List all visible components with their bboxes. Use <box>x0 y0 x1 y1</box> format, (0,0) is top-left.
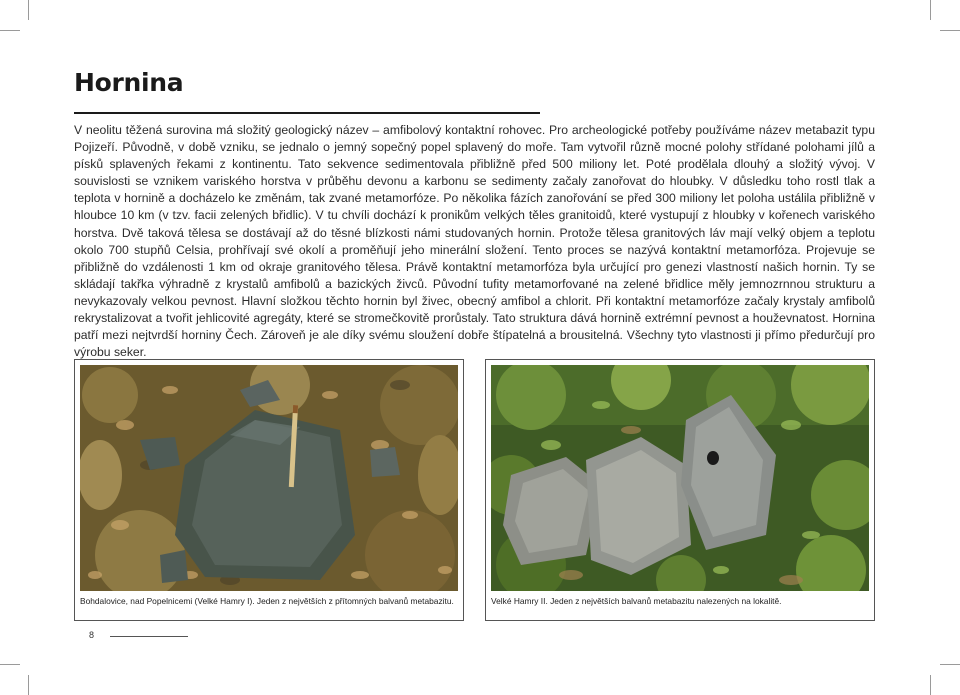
body-text <box>74 122 875 361</box>
body-paragraph: V neolitu těžená surovina má složitý geologický název – amfibolový kontaktní rohovec. Pro archeologické potřeby používáme název metabazit typu Pojizeří. Původně, v době vzniku, se jednalo o jemný sopečný popel splavený do moře. Tam vytvořil různě mocné polohy střídané polohami jílů a písků splavených řekami z kontinentu. Tato sekvence sedimentovala přibližně před 500 miliony let. Poté prodělala dlouhý a složitý vývoj. V souvislosti se vznikem variského horstva v průběhu devonu a karbonu se sedimenty začaly zanořovat do hloubky. V důsledku toho rostl tlak a teplota v hornině a docházelo ke změnám, tak zvané metamorfóze. Po několika fázích zanořování se před 300 miliony let poloha ustálila přibližně v hloubce 10 km (v tzv. facii zelených břidlic). V tu chvíli dochází k pronikům velkých těles granitoidů, které vystupují z hloubky v kořenech variského horstva. Dvě taková tělesa se dostávají až do těsné blízkosti námi studovaných hornin. Protože tělesa granitových láv mají velký objem a teplotu okolo 700 stupňů Celsia, prohřívají své okolí a proměňují jeho minerální složení. Tento proces se nazývá kontaktní metamorfóza. Projevuje se přibližně do vzdálenosti 1 km od okraje granitového tělesa. Právě kontaktní metamorfóza byla určující pro genezi vlastností našich hornin. Ty se skládají takřka výhradně z krystalů amfibolů a bazických živců. Původní tufity metamorfované na zelené břidlice měly jemnozrnnou strukturu a nevykazovaly velkou pevnost. Hlavní složkou těchto hornin byl živec, obecný amfibol a chlorit. Při kontaktní metamorfóze začaly krystaly amfibolů rekrystalizovat a tvořit jehlicovité agregáty, které se stromečkovitě prorůstaly. Tato struktura dává hornině extrémní pevnost a houževnatost. Hornina patří mezi nejtvrdší horniny Čech. Zároveň je ale díky svému sloužení dobře štípatelná a brousitelná. Všechny tyto vlastnosti ji přímo předurčují pro výrobu seker. <box>74 123 875 360</box>
crop-mark-top-right-h <box>940 30 960 31</box>
crop-mark-top-left <box>28 0 29 20</box>
figure-1-caption: Bohdalovice, nad Popelnicemi (Velké Hamry I). Jeden z největších z přítomných balvanů metabazitu. <box>80 596 454 606</box>
figure-2 <box>485 359 875 621</box>
figure-2-caption: Velké Hamry II. Jeden z největších balvanů metabazitu nalezených na lokalitě. <box>491 596 782 606</box>
crop-mark-top-left-h <box>0 30 20 31</box>
crop-mark-top-right <box>930 0 931 20</box>
crop-mark-bottom-left-h <box>0 664 20 665</box>
crop-mark-bottom-right <box>930 675 931 695</box>
page-number-rule <box>110 636 188 637</box>
page-title: Hornina <box>74 68 184 97</box>
crop-mark-bottom-right-h <box>940 664 960 665</box>
photo-metabazit-boulder-velke-hamry <box>491 365 869 591</box>
photo-metabazit-boulder-bohdalovice <box>80 365 458 591</box>
title-underline <box>74 112 540 114</box>
crop-mark-bottom-left <box>28 675 29 695</box>
figure-1 <box>74 359 464 621</box>
page-number: 8 <box>89 630 95 640</box>
